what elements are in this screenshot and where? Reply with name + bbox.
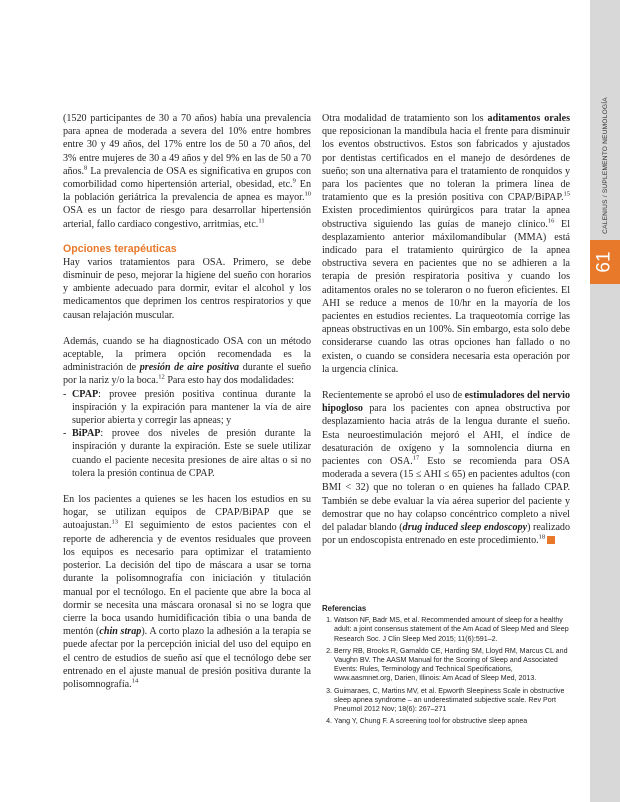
- modalities-list: [63, 388, 311, 480]
- reference-item: 2. Berry RB, Brooks R, Gamaldo CE, Harding SM, Lloyd RM, Marcus CL and Vaughn BV. The AASM Manual for the Scoring of Sleep and Associated Events: Rules, Terminology and Technical Specifications, www.aasmnet.org, Darien, Illinois: Am Acad of Sleep Med, 2013.: [334, 647, 570, 684]
- column-right: [322, 112, 570, 548]
- running-title: [590, 95, 620, 235]
- page-number: 61: [593, 251, 615, 273]
- reference-item: 1. Watson NF, Badr MS, et al. Recommended amount of sleep for a healthy adult: a joint consensus statement of the Am Acad of Sleep Med and Sleep Research Soc. J Clin Sleep Med 2015; 11(6):591–2.: [334, 616, 570, 644]
- list-item: - CPAP: provee presión positiva continua durante la inspiración y la expiración para mantener la vía de aire superior abierta y corregir las apneas; y: [63, 388, 311, 428]
- paragraph-hypoglossal: Recientemente se aprobó el uso de estimuladores del nervio hipogloso para los pacientes con apnea obstructiva por desplazamiento hacia atrás de la lengua durante el sueño. Esta neuroestimulación mejoró el AHI, el índice de desaturación de oxígeno y la somnolencia diurna en pacientes con OSA.$^{17}$ Esto se recomienda para OSA moderada a severa (15 ≤ AHI ≤ 65) en pacientes adultos (con BMI < 32) que no toleran o en quienes ha fallado CPAP. También se debe evaluar la vía aérea superior del paciente y demostrar que no hay colapso concéntrico completo a nivel del paladar blando (drug induced sleep endoscopy) realizado por un endoscopista entrenado en este procedimiento.$^{18}$: [322, 390, 571, 547]
- paragraph-prevalence: (1520 participantes de 30 a 70 años) había una prevalencia para apnea de moderada a severa del 10% entre hombres entre 30 y 49 años, del 17% entre los de 50 a 70 años, del 3% entre mujeres de 30 a 49 años y del 9% en las de 50 a 70 años.$^8$ La prevalencia de OSA es significativa en grupos con comorbilidad como hipertensión arterial, obesidad, etc.$^9$ En la población geriátrica la prevalencia de apnea es mayor.$^{10}$ OSA es un factor de riesgo para desarrollar hipertensión arterial, fallo cardiaco congestivo, arritmias, etc.$^{11}$: [63, 113, 311, 230]
- paragraph-home-studies: En los pacientes a quienes se les hacen los estudios en su hogar, se utilizan equipos de CPAP/BiPAP que se autoajustan.$^{13}$ El seguimiento de estos pacientes con el reporte de adherencia y de eventos residuales que proveen los equipos es necesario para optimizar el tratamiento posterior. La decisión del tipo de máscara a usar se torna durante la polisomnografía con iniciación y titulación manual por el tecnólogo. En el paciente que abre la boca al dormir se necesita una máscara oronasal si no se logra que cierre la boca usando humidificación tibia o una banda de mentón (chin strap). A corto plazo la adhesión a la terapia se puede afectar por la percepción inicial del uso del equipo en el centro de estudios de sueño así que el tecnólogo debe ser entrenado en el ajuste manual de presión positiva durante la polisomnografía.$^{14}$: [63, 494, 311, 690]
- reference-item: 4. Yang Y, Chung F. A screening tool for obstructive sleep apnea: [334, 717, 570, 726]
- references-list: [322, 616, 570, 726]
- section-heading: Opciones terapéuticas: [63, 242, 177, 255]
- references-title: Referencias: [322, 604, 367, 613]
- paragraph-oral-appliances: Otra modalidad de tratamiento son los aditamentos orales que reposicionan la mandíbula hacia el frente para disminuir los eventos obstructivos. Estos son fabricados y ajustados por dentistas certificados en el manejo de desórdenes de sueño; son una alternativa para el tratamiento de ronquidos y para los pacientes que no toleran la primera línea de tratamiento que es la presión positiva con CPAP/BiPAP.$^{15}$ Existen procedimientos quirúrgicos para tratar la apnea obstructiva siguiendo las guías de manejo clínico.$^{16}$ El desplazamiento anterior máxilomandibular (MMA) está indicado para el tratamiento quirúrgico de la apnea obstructiva severa en pacientes que no se adhieren a la terapia de presión respiratoria positiva y cuando los aditamentos orales no se toleraron o no fueron eficientes. El AHI se reduce a menos de 10/hr en la mayoría de los pacientes en estudios recientes. La traqueotomía corrige las apneas obstructivas en un 100%. Sin embargo, esta solo debe considerarse cuando las otras opciones han fallado o no existen, o cuando se considera necesaria esta operación por la urgencia clínica.: [322, 113, 570, 375]
- column-left: [63, 112, 311, 691]
- page-number-tab: [590, 240, 620, 284]
- references: [322, 604, 570, 729]
- paragraph-positive-pressure: Además, cuando se ha diagnosticado OSA con un método aceptable, la primera opción recomendada es la administración de presión de aire positiva durante el sueño por la nariz y/o la boca.$^{12}$ Para esto hay dos modalidades:: [63, 335, 312, 387]
- reference-item: 3. Guimaraes, C, Martins MV, et al. Epworth Sleepiness Scale in obstructive sleep apnea syndrome – an underestimated subjective scale. Rev Port Pneumol 2012 Nov; 18(6): 267–271: [334, 687, 570, 715]
- list-item: - BiPAP: provee dos niveles de presión durante la inspiración y durante la expiración. Este se suele utilizar cuando el paciente necesita presiones de aire altas o si no tolera la presión continua de CPAP.: [63, 427, 311, 480]
- end-mark-icon: [547, 536, 555, 544]
- paragraph-treatments: Hay varios tratamientos para OSA. Primero, se debe disminuir de peso, mejorar la higiene del sueño con horarios y ambiente adecuado para dormir, evitar el alcohol y los medicamentos que deprimen los centros respiratorios y que causan relajación muscular.: [63, 256, 311, 321]
- running-title-text: CALENIUS / SUPLEMENTO NEUMOLOGÍA: [601, 96, 609, 234]
